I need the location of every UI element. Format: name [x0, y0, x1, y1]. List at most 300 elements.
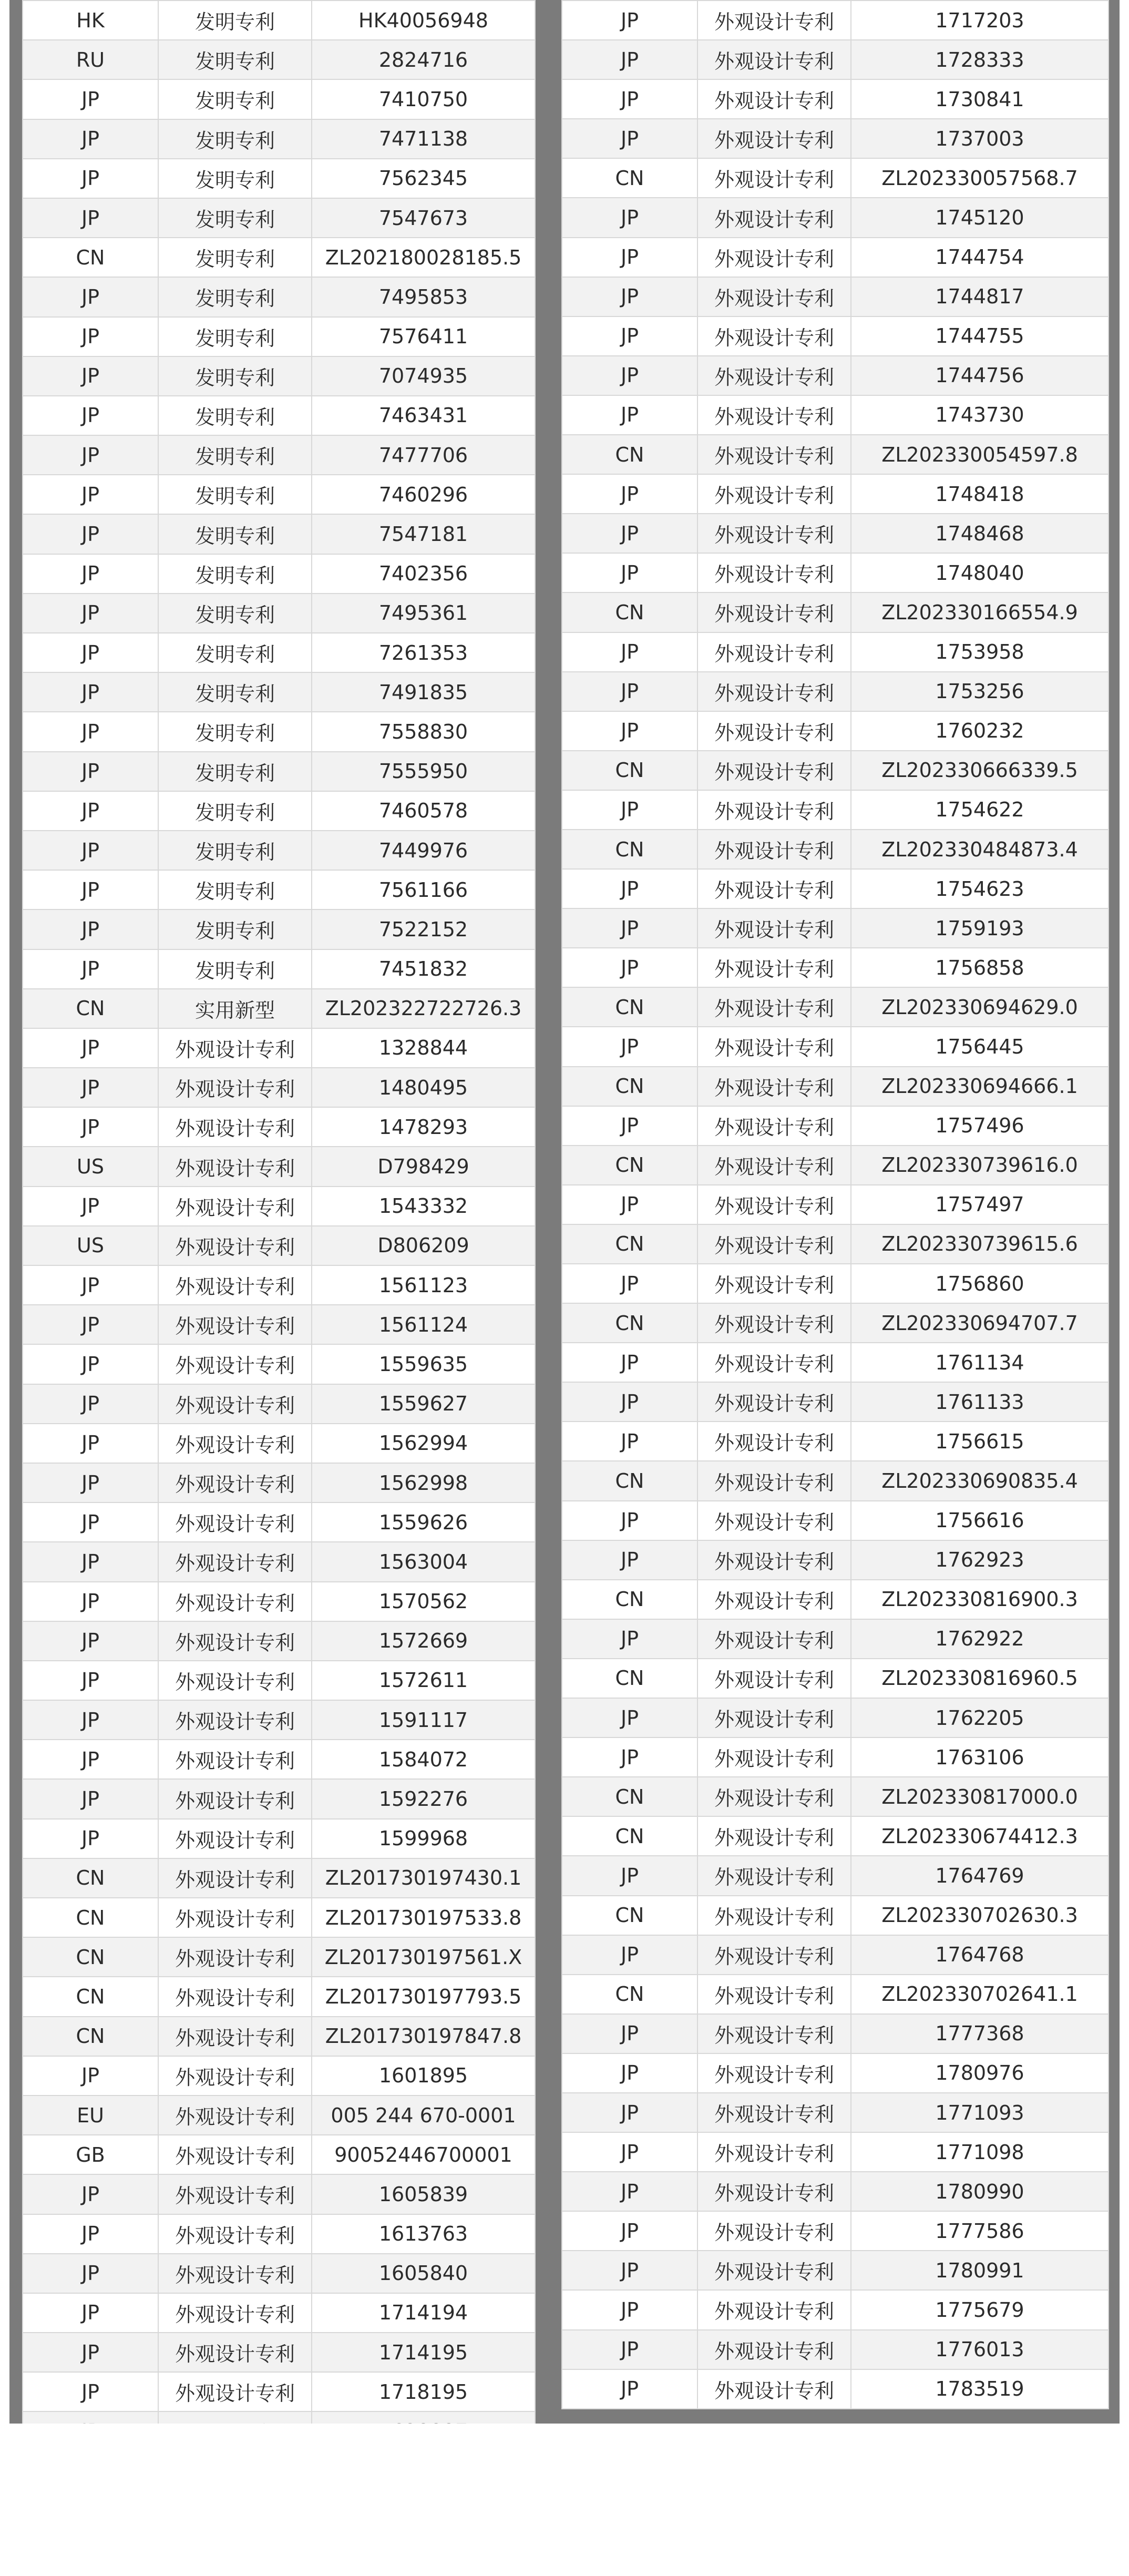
- table-row: [562, 1540, 1109, 1580]
- table-row: [562, 2093, 1109, 2132]
- patent-type-cell: 外观设计专利: [158, 1028, 312, 1068]
- table-row: [562, 1067, 1109, 1106]
- country-code-cell: JP: [23, 1384, 158, 1424]
- patent-type-cell: 外观设计专利: [697, 2172, 851, 2211]
- table-row: [562, 908, 1109, 948]
- table-row: [562, 2132, 1109, 2172]
- table-row: [562, 119, 1109, 158]
- patent-type-cell: 外观设计专利: [158, 1068, 312, 1107]
- table-row: [562, 553, 1109, 592]
- country-code-cell: JP: [23, 672, 158, 712]
- country-code-cell: JP: [562, 514, 697, 553]
- country-code-cell: JP: [562, 1, 697, 40]
- table-row: [23, 1384, 535, 1424]
- table-row: [23, 119, 535, 159]
- table-row: [23, 1068, 535, 1107]
- patent-type-cell: 外观设计专利: [158, 2095, 312, 2135]
- patent-type-cell: 外观设计专利: [697, 987, 851, 1027]
- right-patent-table: [561, 0, 1109, 2409]
- table-row: [562, 2330, 1109, 2369]
- patent-number-cell: 1743730: [851, 395, 1109, 435]
- patent-number-cell: ZL202330739616.0: [851, 1146, 1109, 1185]
- country-code-cell: JP: [23, 1779, 158, 1818]
- patent-type-cell: 发明专利: [158, 712, 312, 751]
- table-row: [23, 1344, 535, 1384]
- patent-number-cell: 1570562: [312, 1582, 535, 1621]
- patent-type-cell: 发明专利: [158, 435, 312, 475]
- table-row: [23, 1028, 535, 1068]
- table-row: [562, 1106, 1109, 1146]
- table-row: [562, 1659, 1109, 1698]
- country-code-cell: JP: [562, 1856, 697, 1895]
- patent-type-cell: 外观设计专利: [697, 2093, 851, 2132]
- country-code-cell: JP: [23, 2333, 158, 2372]
- patent-number-cell: 1754622: [851, 790, 1109, 830]
- table-row: [23, 317, 535, 356]
- table-row: [23, 159, 535, 198]
- country-code-cell: CN: [562, 158, 697, 198]
- table-row: [23, 1700, 535, 1740]
- patent-type-cell: 外观设计专利: [158, 1147, 312, 1186]
- table-row: [23, 1, 535, 40]
- table-row: [562, 1698, 1109, 1737]
- patent-number-cell: 1563004: [312, 1542, 535, 1581]
- country-code-cell: JP: [23, 1265, 158, 1305]
- patent-number-cell: ZL202330484873.4: [851, 830, 1109, 869]
- patent-type-cell: 外观设计专利: [697, 79, 851, 119]
- table-row: [23, 198, 535, 238]
- country-code-cell: CN: [23, 989, 158, 1028]
- right-patent-table-panel: [561, 0, 1108, 2403]
- patent-number-cell: 1777586: [851, 2211, 1109, 2251]
- table-row: [23, 79, 535, 119]
- country-code-cell: CN: [562, 1777, 697, 1816]
- patent-type-cell: 外观设计专利: [697, 2290, 851, 2329]
- country-code-cell: CN: [562, 435, 697, 474]
- table-row: [23, 989, 535, 1028]
- country-code-cell: JP: [23, 79, 158, 119]
- country-code-cell: JP: [562, 1737, 697, 1777]
- patent-type-cell: 外观设计专利: [697, 908, 851, 948]
- table-row: [562, 1896, 1109, 1935]
- table-row: [562, 1185, 1109, 1224]
- table-row: [562, 1975, 1109, 2014]
- patent-type-cell: 外观设计专利: [697, 1856, 851, 1895]
- patent-type-cell: 发明专利: [158, 554, 312, 594]
- patent-type-cell: 外观设计专利: [158, 2333, 312, 2372]
- patent-number-cell: ZL202330054597.8: [851, 435, 1109, 474]
- patent-number-cell: 1759193: [851, 908, 1109, 948]
- patent-number-cell: 1718195: [312, 2372, 535, 2411]
- patent-type-cell: 发明专利: [158, 119, 312, 159]
- patent-number-cell: 7261353: [312, 633, 535, 672]
- table-row: [23, 909, 535, 949]
- table-row: [23, 2372, 535, 2411]
- patent-number-cell: 1717203: [851, 1, 1109, 40]
- patent-type-cell: 外观设计专利: [697, 1224, 851, 1264]
- table-row: [562, 987, 1109, 1027]
- table-row: [562, 2053, 1109, 2093]
- patent-type-cell: 外观设计专利: [697, 356, 851, 395]
- country-code-cell: JP: [23, 1502, 158, 1542]
- patent-type-cell: 外观设计专利: [697, 1461, 851, 1500]
- patent-type-cell: 外观设计专利: [697, 592, 851, 632]
- country-code-cell: JP: [562, 119, 697, 158]
- table-row: [562, 395, 1109, 435]
- patent-type-cell: 外观设计专利: [158, 2254, 312, 2293]
- country-code-cell: JP: [23, 356, 158, 396]
- country-code-cell: JP: [23, 1661, 158, 1700]
- table-row: [562, 1146, 1109, 1185]
- patent-number-cell: 1744817: [851, 277, 1109, 316]
- country-code-cell: JP: [23, 1344, 158, 1384]
- patent-number-cell: 1748418: [851, 474, 1109, 514]
- patent-number-cell: 005 244 670-0001: [312, 2095, 535, 2135]
- country-code-cell: JP: [23, 1068, 158, 1107]
- patent-number-cell: ZL202330816900.3: [851, 1580, 1109, 1619]
- patent-number-cell: 1748040: [851, 553, 1109, 592]
- patent-number-cell: ZL201730197793.5: [312, 1977, 535, 2016]
- country-code-cell: JP: [562, 2290, 697, 2329]
- table-row: [23, 1424, 535, 1463]
- patent-type-cell: 外观设计专利: [697, 1540, 851, 1580]
- patent-type-cell: 外观设计专利: [697, 1, 851, 40]
- patent-type-cell: 发明专利: [158, 40, 312, 79]
- patent-number-cell: 1748468: [851, 514, 1109, 553]
- patent-type-cell: 外观设计专利: [158, 1265, 312, 1305]
- patent-type-cell: 外观设计专利: [697, 1816, 851, 1856]
- country-code-cell: JP: [23, 1424, 158, 1463]
- patent-number-cell: 1754623: [851, 869, 1109, 908]
- country-code-cell: CN: [23, 1858, 158, 1898]
- patent-number-cell: 1745120: [851, 198, 1109, 237]
- patent-number-cell: 1764768: [851, 1935, 1109, 1975]
- country-code-cell: JP: [23, 554, 158, 594]
- table-row: [562, 40, 1109, 79]
- patent-number-cell: 1572611: [312, 1661, 535, 1700]
- patent-type-cell: 实用新型: [158, 989, 312, 1028]
- patent-type-cell: 外观设计专利: [158, 1463, 312, 1502]
- patent-number-cell: 7522152: [312, 909, 535, 949]
- patent-type-cell: 发明专利: [158, 277, 312, 316]
- table-row: [562, 1580, 1109, 1619]
- patent-number-cell: 1737003: [851, 119, 1109, 158]
- patent-number-cell: 1777368: [851, 2014, 1109, 2053]
- country-code-cell: JP: [562, 1422, 697, 1461]
- country-code-cell: JP: [562, 2172, 697, 2211]
- country-code-cell: JP: [23, 1463, 158, 1502]
- table-row: [562, 1422, 1109, 1461]
- country-code-cell: JP: [562, 2014, 697, 2053]
- table-row: [23, 277, 535, 316]
- table-row: [562, 672, 1109, 711]
- table-row: [562, 2172, 1109, 2211]
- patent-number-cell: 7460296: [312, 475, 535, 514]
- table-row: [562, 1224, 1109, 1264]
- patent-type-cell: 外观设计专利: [697, 1067, 851, 1106]
- table-row: [23, 1819, 535, 1858]
- patent-number-cell: 7402356: [312, 554, 535, 594]
- patent-type-cell: 发明专利: [158, 594, 312, 633]
- table-row: [562, 830, 1109, 869]
- table-row: [562, 1027, 1109, 1066]
- patent-type-cell: 外观设计专利: [697, 1264, 851, 1303]
- patent-type-cell: 外观设计专利: [697, 277, 851, 316]
- table-row: [23, 949, 535, 989]
- country-code-cell: JP: [562, 238, 697, 277]
- patent-type-cell: 外观设计专利: [697, 830, 851, 869]
- patent-number-cell: 1592276: [312, 1779, 535, 1818]
- patent-number-cell: 1761133: [851, 1382, 1109, 1422]
- country-code-cell: JP: [23, 1305, 158, 1344]
- patent-number-cell: 7562345: [312, 159, 535, 198]
- table-row: [562, 1303, 1109, 1343]
- country-code-cell: JP: [23, 2056, 158, 2095]
- patent-number-cell: 7410750: [312, 79, 535, 119]
- patent-type-cell: 外观设计专利: [697, 40, 851, 79]
- patent-number-cell: 7555950: [312, 752, 535, 791]
- patent-number-cell: 1601895: [312, 2056, 535, 2095]
- patent-number-cell: 1757497: [851, 1185, 1109, 1224]
- patent-number-cell: 1478293: [312, 1107, 535, 1147]
- table-row: [562, 1461, 1109, 1500]
- patent-type-cell: 外观设计专利: [697, 1422, 851, 1461]
- patent-number-cell: ZL202330816960.5: [851, 1659, 1109, 1698]
- table-row: [23, 2174, 535, 2214]
- country-code-cell: CN: [562, 1896, 697, 1935]
- patent-number-cell: 1572669: [312, 1621, 535, 1661]
- patent-type-cell: 发明专利: [158, 514, 312, 554]
- patent-type-cell: 发明专利: [158, 238, 312, 277]
- table-row: [562, 79, 1109, 119]
- table-row: [562, 356, 1109, 395]
- country-code-cell: CN: [562, 1461, 697, 1500]
- patent-number-cell: ZL202330817000.0: [851, 1777, 1109, 1816]
- country-code-cell: JP: [23, 1542, 158, 1581]
- patent-type-cell: 发明专利: [158, 159, 312, 198]
- patent-type-cell: 外观设计专利: [158, 1542, 312, 1581]
- country-code-cell: GB: [23, 2135, 158, 2174]
- patent-number-cell: 7463431: [312, 396, 535, 435]
- table-row: [23, 1305, 535, 1344]
- patent-number-cell: ZL201730197561.X: [312, 1937, 535, 1977]
- patent-type-cell: 外观设计专利: [158, 2017, 312, 2056]
- country-code-cell: JP: [23, 317, 158, 356]
- patent-type-cell: 外观设计专利: [697, 1343, 851, 1382]
- table-row: [23, 356, 535, 396]
- country-code-cell: JP: [562, 948, 697, 987]
- patent-type-cell: 外观设计专利: [697, 1935, 851, 1975]
- patent-number-cell: 7558830: [312, 712, 535, 751]
- patent-type-cell: 外观设计专利: [697, 238, 851, 277]
- patent-number-cell: 1780976: [851, 2053, 1109, 2093]
- patent-number-cell: 1756615: [851, 1422, 1109, 1461]
- patent-type-cell: 外观设计专利: [158, 2135, 312, 2174]
- table-row: [23, 2214, 535, 2254]
- patent-type-cell: 外观设计专利: [697, 1777, 851, 1816]
- patent-type-cell: 外观设计专利: [158, 1937, 312, 1977]
- patent-type-cell: 外观设计专利: [697, 435, 851, 474]
- table-row: [23, 1740, 535, 1779]
- country-code-cell: JP: [562, 2330, 697, 2369]
- patent-type-cell: 外观设计专利: [158, 2056, 312, 2095]
- patent-type-cell: 外观设计专利: [158, 2174, 312, 2214]
- patent-number-cell: 1559626: [312, 1502, 535, 1542]
- country-code-cell: CN: [23, 1977, 158, 2016]
- patent-number-cell: 1480495: [312, 1068, 535, 1107]
- patent-type-cell: 外观设计专利: [697, 1737, 851, 1777]
- patent-type-cell: 外观设计专利: [697, 2330, 851, 2369]
- patent-type-cell: 发明专利: [158, 1, 312, 40]
- patent-type-cell: 外观设计专利: [697, 474, 851, 514]
- patent-type-cell: 外观设计专利: [158, 1898, 312, 1937]
- patent-number-cell: 7495361: [312, 594, 535, 633]
- patent-type-cell: 外观设计专利: [697, 1580, 851, 1619]
- patent-number-cell: ZL201730197847.8: [312, 2017, 535, 2056]
- table-row: [562, 1737, 1109, 1777]
- country-code-cell: JP: [23, 870, 158, 909]
- country-code-cell: CN: [562, 1580, 697, 1619]
- country-code-cell: JP: [562, 1343, 697, 1382]
- patent-number-cell: 1762923: [851, 1540, 1109, 1580]
- country-code-cell: JP: [23, 831, 158, 870]
- country-code-cell: CN: [23, 1937, 158, 1977]
- patent-type-cell: 外观设计专利: [158, 2293, 312, 2333]
- table-row: [562, 238, 1109, 277]
- patent-number-cell: HK40056948: [312, 1, 535, 40]
- country-code-cell: CN: [23, 238, 158, 277]
- country-code-cell: JP: [562, 711, 697, 751]
- table-row: [23, 475, 535, 514]
- table-row: [23, 396, 535, 435]
- country-code-cell: JP: [23, 1028, 158, 1068]
- patent-type-cell: 外观设计专利: [697, 1501, 851, 1540]
- country-code-cell: JP: [23, 594, 158, 633]
- patent-type-cell: 发明专利: [158, 831, 312, 870]
- country-code-cell: JP: [562, 2132, 697, 2172]
- patent-type-cell: 外观设计专利: [697, 1303, 851, 1343]
- country-code-cell: JP: [562, 395, 697, 435]
- patent-number-cell: 1753256: [851, 672, 1109, 711]
- table-row: [23, 791, 535, 831]
- table-frame: [9, 0, 1120, 2424]
- patent-type-cell: 外观设计专利: [158, 1819, 312, 1858]
- patent-type-cell: 外观设计专利: [158, 1621, 312, 1661]
- patent-type-cell: 外观设计专利: [697, 514, 851, 553]
- patent-type-cell: 外观设计专利: [697, 316, 851, 356]
- country-code-cell: JP: [562, 1264, 697, 1303]
- patent-type-cell: 外观设计专利: [697, 2251, 851, 2290]
- country-code-cell: JP: [562, 908, 697, 948]
- country-code-cell: JP: [562, 632, 697, 672]
- patent-number-cell: 1562994: [312, 1424, 535, 1463]
- country-code-cell: CN: [562, 751, 697, 790]
- country-code-cell: CN: [562, 830, 697, 869]
- table-row: [562, 2211, 1109, 2251]
- patent-number-cell: 7495853: [312, 277, 535, 316]
- table-row: [562, 632, 1109, 672]
- patent-number-cell: ZL202330690835.4: [851, 1461, 1109, 1500]
- page-bottom-area: [0, 2424, 1129, 2576]
- country-code-cell: JP: [23, 2372, 158, 2411]
- table-row: [23, 594, 535, 633]
- country-code-cell: JP: [23, 2214, 158, 2254]
- country-code-cell: JP: [562, 277, 697, 316]
- table-row: [562, 2251, 1109, 2290]
- patent-number-cell: 1744756: [851, 356, 1109, 395]
- patent-number-cell: 1762922: [851, 1619, 1109, 1659]
- patent-type-cell: 外观设计专利: [697, 1146, 851, 1185]
- table-row: [562, 277, 1109, 316]
- country-code-cell: JP: [562, 1106, 697, 1146]
- patent-type-cell: 发明专利: [158, 356, 312, 396]
- patent-type-cell: 外观设计专利: [697, 1659, 851, 1698]
- table-row: [562, 1, 1109, 40]
- country-code-cell: CN: [562, 1146, 697, 1185]
- country-code-cell: JP: [562, 1540, 697, 1580]
- country-code-cell: JP: [23, 1621, 158, 1661]
- table-row: [23, 712, 535, 751]
- patent-type-cell: 发明专利: [158, 791, 312, 831]
- table-row: [23, 435, 535, 475]
- patent-type-cell: 外观设计专利: [697, 1382, 851, 1422]
- patent-number-cell: 1761134: [851, 1343, 1109, 1382]
- country-code-cell: JP: [23, 752, 158, 791]
- patent-number-cell: ZL202330166554.9: [851, 592, 1109, 632]
- patent-type-cell: 外观设计专利: [158, 2214, 312, 2254]
- patent-number-cell: D806209: [312, 1226, 535, 1265]
- patent-type-cell: 外观设计专利: [697, 948, 851, 987]
- country-code-cell: JP: [562, 2093, 697, 2132]
- patent-number-cell: 1775679: [851, 2290, 1109, 2329]
- table-row: [23, 238, 535, 277]
- patent-number-cell: 1756616: [851, 1501, 1109, 1540]
- patent-type-cell: 外观设计专利: [158, 1582, 312, 1621]
- table-row: [562, 198, 1109, 237]
- patent-type-cell: 外观设计专利: [158, 1305, 312, 1344]
- table-row: [23, 1187, 535, 1226]
- country-code-cell: JP: [23, 198, 158, 238]
- patent-type-cell: 发明专利: [158, 633, 312, 672]
- patent-type-cell: 发明专利: [158, 317, 312, 356]
- country-code-cell: JP: [562, 790, 697, 830]
- patent-number-cell: 1613763: [312, 2214, 535, 2254]
- patent-number-cell: 1714194: [312, 2293, 535, 2333]
- country-code-cell: CN: [562, 987, 697, 1027]
- patent-type-cell: 发明专利: [158, 672, 312, 712]
- table-row: [23, 1621, 535, 1661]
- table-row: [23, 1502, 535, 1542]
- table-row: [23, 1582, 535, 1621]
- table-row: [23, 1779, 535, 1818]
- patent-type-cell: 外观设计专利: [158, 1502, 312, 1542]
- table-row: [23, 1542, 535, 1581]
- table-row: [23, 1898, 535, 1937]
- patent-number-cell: ZL202330674412.3: [851, 1816, 1109, 1856]
- table-row: [562, 1382, 1109, 1422]
- patent-type-cell: 外观设计专利: [697, 1106, 851, 1146]
- table-row: [23, 2135, 535, 2174]
- table-row: [562, 2290, 1109, 2329]
- table-row: [562, 711, 1109, 751]
- patent-number-cell: 1760232: [851, 711, 1109, 751]
- patent-number-cell: 1561123: [312, 1265, 535, 1305]
- country-code-cell: CN: [562, 1224, 697, 1264]
- country-code-cell: CN: [23, 1898, 158, 1937]
- patent-number-cell: ZL202330702630.3: [851, 1896, 1109, 1935]
- patent-number-cell: 7451832: [312, 949, 535, 989]
- patent-type-cell: 外观设计专利: [158, 1740, 312, 1779]
